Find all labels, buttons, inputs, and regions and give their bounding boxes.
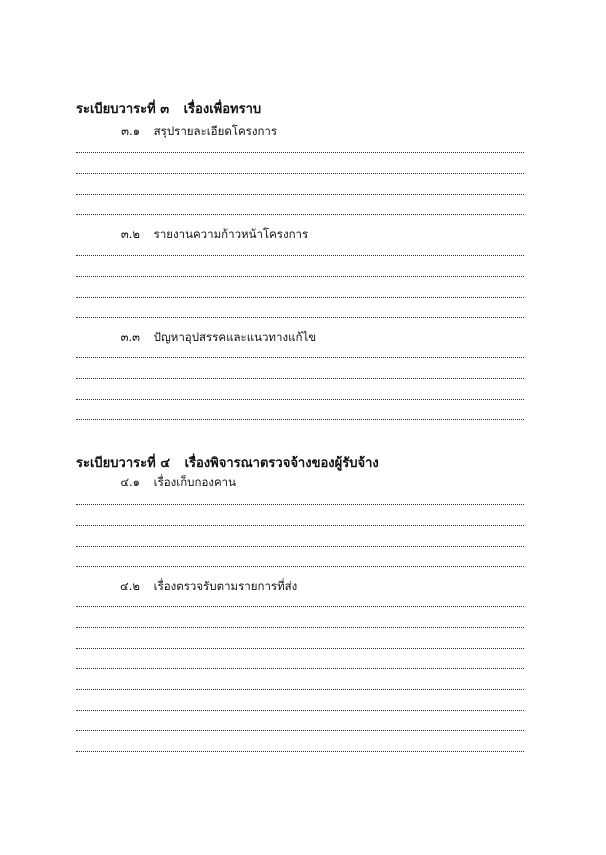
item-4-2-number: ๔.๒ — [120, 579, 140, 593]
blank-line[interactable] — [76, 419, 524, 420]
agenda-3-heading — [76, 98, 261, 119]
agenda-3-subject: เรื่องเพื่อทราบ — [183, 102, 262, 117]
blank-line[interactable] — [76, 297, 524, 298]
item-3-1-text: สรุปรายละเอียดโครงการ — [153, 124, 278, 138]
blank-line[interactable] — [76, 525, 524, 526]
blank-line[interactable] — [76, 648, 524, 649]
blank-line[interactable] — [76, 255, 524, 256]
blank-line[interactable] — [76, 566, 524, 567]
item-3-2-text: รายงานความก้าวหน้าโครงการ — [153, 227, 309, 241]
blank-line[interactable] — [76, 751, 524, 752]
blank-line[interactable] — [76, 504, 524, 505]
blank-line[interactable] — [76, 194, 524, 195]
item-4-1-text: เรื่องเก็บกองคาน — [153, 475, 236, 489]
blank-line[interactable] — [76, 606, 524, 607]
blank-line[interactable] — [76, 378, 524, 379]
blank-line[interactable] — [76, 668, 524, 669]
agenda-4-subject: เรื่องพิจารณาตรวจจ้างของผู้รับจ้าง — [184, 456, 379, 471]
item-4-1 — [96, 474, 236, 492]
blank-line[interactable] — [76, 399, 524, 400]
item-3-3-number: ๓.๓ — [120, 330, 140, 344]
blank-line[interactable] — [76, 214, 524, 215]
agenda-3-label: ระเบียบวาระที่ ๓ — [76, 102, 170, 117]
item-4-2 — [96, 578, 297, 596]
blank-line[interactable] — [76, 689, 524, 690]
item-3-2 — [96, 226, 308, 244]
blank-line[interactable] — [76, 276, 524, 277]
item-3-2-number: ๓.๒ — [120, 227, 140, 241]
blank-line[interactable] — [76, 546, 524, 547]
blank-line[interactable] — [76, 173, 524, 174]
item-3-3-text: ปัญหาอุปสรรคและแนวทางแก้ไข — [153, 330, 317, 344]
item-3-1 — [96, 123, 277, 141]
blank-line[interactable] — [76, 317, 524, 318]
blank-line[interactable] — [76, 627, 524, 628]
item-3-1-number: ๓.๑ — [121, 124, 140, 138]
agenda-4-heading — [76, 452, 379, 473]
agenda-4-label: ระเบียบวาระที่ ๔ — [76, 456, 171, 471]
blank-line[interactable] — [76, 730, 524, 731]
item-4-2-text: เรื่องตรวจรับตามรายการที่ส่ง — [153, 579, 298, 593]
item-4-1-number: ๔.๑ — [120, 475, 140, 489]
item-3-3 — [96, 329, 316, 347]
blank-line[interactable] — [76, 710, 524, 711]
blank-line[interactable] — [76, 357, 524, 358]
blank-line[interactable] — [76, 152, 524, 153]
